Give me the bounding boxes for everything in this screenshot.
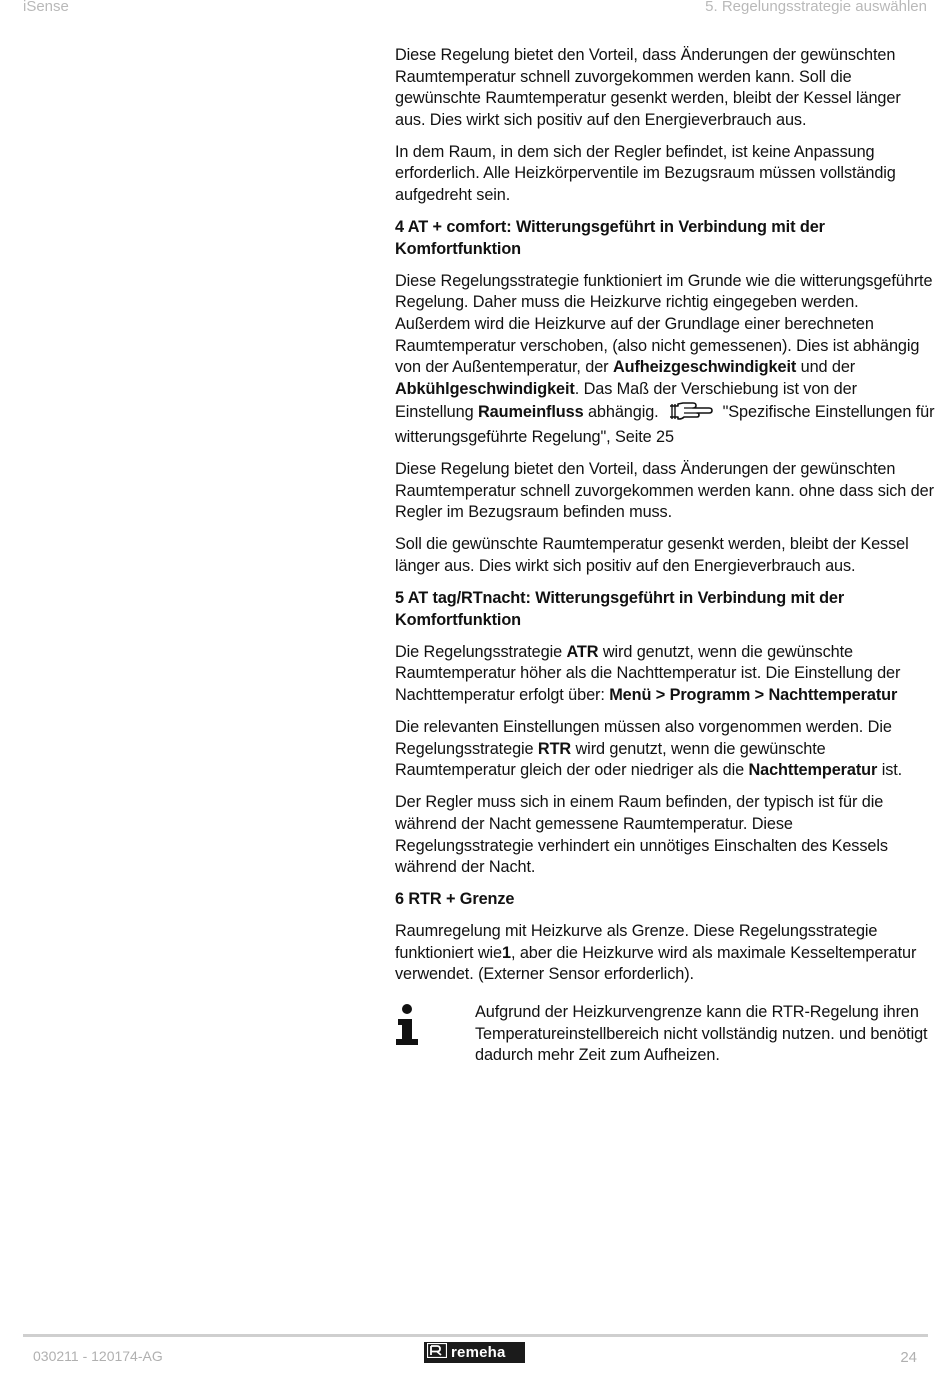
info-note: [395, 1002, 935, 1067]
paragraph: Diese Regelung bietet den Vorteil, dass Änderungen der gewünschten Raumtemperatur schnell zuvorgekommen werden kann. ohne dass sich der Regler im Bezugsraum befinden muss.: [395, 460, 934, 522]
pointing-hand-icon: [669, 400, 713, 427]
note-text: Aufgrund der Heizkurvengrenze kann die RTR-Regelung ihren Temperatureinstellbereich nicht vollständig nutzen. und benötigt dadurch mehr Zeit zum Aufheizen.: [475, 1003, 928, 1065]
paragraph: Soll die gewünschte Raumtemperatur gesenkt werden, bleibt der Kessel länger aus. Dies wirkt sich positiv auf den Energieverbrauch aus.: [395, 535, 909, 575]
paragraph: Der Regler muss sich in einem Raum befinden, der typisch ist für die während der Nacht gemessene Raumtemperatur. Diese Regelungsstrategie verhindert ein unnötiges Einschalten des Kessels während der Nacht.: [395, 793, 888, 877]
cross-reference-link[interactable]: "Spezifische Einstellungen für witterungsgeführte Regelung", Seite 25: [395, 403, 935, 446]
info-icon: [395, 1004, 421, 1053]
section-heading-6: 6 RTR + Grenze: [395, 890, 515, 909]
paragraph: In dem Raum, in dem sich der Regler befindet, ist keine Anpassung erforderlich. Alle Heizkörperventile im Bezugsraum müssen vollständig aufgedreht sein.: [395, 142, 896, 205]
paragraph: Die relevanten Einstellungen müssen also vorgenommen werden. Die Regelungsstrategie RTR wird genutzt, wenn die gewünschte Raumtemperatur gleich der oder niedriger als die Nachttemperatur ist.: [395, 718, 903, 780]
paragraph: Diese Regelungsstrategie funktioniert im Grunde wie die witterungsgeführte Regelung. Daher muss die Heizkurve richtig eingegeben werden. Außerdem wird die Heizkurve auf der Grundlage einer berechneten Raumtemperatur verschoben, (also nicht gemessenen). Dies ist abhängig von der Außentemperatur, der Aufheizgeschwindigkeit und der Abkühlgeschwindigkeit. Das Maß der Verschiebung ist von der Einstellung Raumeinfluss abhängig. "Spezifische Einstellungen für witterungsgeführte Regelung", Seite 25: [395, 271, 935, 446]
document-code: 030211 - 120174-AG: [33, 1348, 163, 1364]
paragraph: Diese Regelung bietet den Vorteil, dass Änderungen der gewünschten Raumtemperatur schnell zuvorgekommen werden kann. Soll die gewünschte Raumtemperatur gesenkt werden, bleibt der Kessel länger aus. Dies wirkt sich positiv auf den Energieverbrauch aus.: [395, 46, 901, 129]
paragraph: Raumregelung mit Heizkurve als Grenze. Diese Regelungsstrategie funktioniert wie1, aber die Heizkurve wird als maximale Kesseltemperatur verwendet. (Externer Sensor erforderlich).: [395, 922, 917, 984]
header-product-name: iSense: [23, 0, 69, 15]
brand-logo: [424, 1342, 525, 1363]
paragraph: Die Regelungsstrategie ATR wird genutzt, wenn die gewünschte Raumtemperatur höher als die Nachttemperatur ist. Die Einstellung der Nachttemperatur erfolgt über: Menü > Programm > Nachttemperatur: [395, 642, 901, 704]
page-number: 24: [900, 1349, 917, 1366]
header-section-title: 5. Regelungsstrategie auswählen: [705, 0, 927, 15]
section-heading-4: 4 AT + comfort: Witterungsgeführt in Verbindung mit der Komfortfunktion: [395, 218, 825, 258]
remeha-logo-icon: [427, 1343, 447, 1362]
main-content: [395, 45, 935, 1067]
section-heading-5: 5 AT tag/RTnacht: Witterungsgeführt in Verbindung mit der Komfortfunktion: [395, 589, 845, 629]
footer-divider: [23, 1334, 928, 1337]
brand-name: remeha: [451, 1344, 506, 1361]
